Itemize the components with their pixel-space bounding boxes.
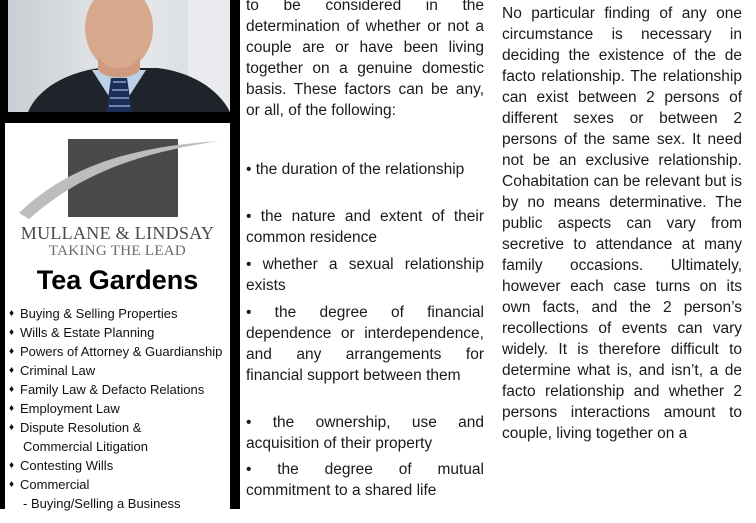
service-item-continued: - Buying/Selling a Business (23, 496, 181, 511)
service-item: ♦ Wills & Estate Planning (9, 325, 155, 340)
advertisement-panel (0, 0, 240, 509)
factor-item: • the degree of mutual commitment to a shared life (246, 461, 484, 499)
bullet-icon: ♦ (9, 422, 15, 433)
lawyer-portrait-image (8, 0, 230, 112)
office-location: Tea Gardens (36, 265, 199, 295)
article-intro-paragraph: to be considered in the determination of whether or not a couple are or have been living together on a genuine domestic basis. These factors can be any, or all, of the following: (246, 0, 484, 119)
bullet-icon: ♦ (9, 460, 15, 471)
factor-item: • the nature and extent of their common residence (246, 208, 484, 246)
bullet-icon: ♦ (9, 327, 15, 338)
bullet-icon: ♦ (9, 346, 15, 357)
bullet-icon: ♦ (9, 479, 15, 490)
bullet-icon: ♦ (9, 384, 15, 395)
firm-tagline: TAKING THE LEAD (48, 243, 187, 259)
bullet-icon: ♦ (9, 365, 15, 376)
bullet-icon: ♦ (9, 308, 15, 319)
service-item: ♦ Commercial (9, 477, 90, 492)
services-list (9, 304, 222, 513)
service-item: ♦ Buying & Selling Properties (9, 306, 178, 321)
lawyer-photo (8, 0, 230, 112)
bullet-icon: ♦ (9, 403, 15, 414)
service-item: ♦ Family Law & Defacto Relations (9, 382, 205, 397)
factor-item: • the degree of financial dependence or interdependence, and any arrangements for financial support between them (246, 304, 484, 384)
factor-item: • whether a sexual relationship exists (246, 256, 484, 294)
service-item-continued: Commercial Litigation (23, 439, 148, 454)
factor-item: • the duration of the relationship (246, 161, 465, 178)
firm-name: MULLANE & LINDSAY (20, 223, 215, 243)
service-item: ♦ Powers of Attorney & Guardianship (9, 344, 223, 359)
article-paragraph: No particular finding of any one circumstance is necessary in deciding the existence of the de facto relationship. The relationship can exist between 2 persons of different sexes or between 2 persons of the same sex. It need not be an exclusive relationship. Cohabitation can be relevant but is by no means determinative. The public aspects can vary from secretive to attendance at many family occasions. Ultimately, however each case turns on its own facts, and the 2 person’s recollections of events can vary widely. It is therefore difficult to determine what is, and isn’t, a de facto relationship and whether 2 persons interactions amount to couple, living together on a (502, 5, 742, 442)
firm-logo-mark (5, 129, 230, 224)
service-item: ♦ Criminal Law (9, 363, 96, 378)
factor-item: • the ownership, use and acquisition of their property (246, 414, 484, 452)
service-item: ♦ Contesting Wills (9, 458, 114, 473)
service-item: ♦ Dispute Resolution & (9, 420, 142, 435)
law-firm-advert (5, 123, 230, 523)
service-item: ♦ Employment Law (9, 401, 120, 416)
